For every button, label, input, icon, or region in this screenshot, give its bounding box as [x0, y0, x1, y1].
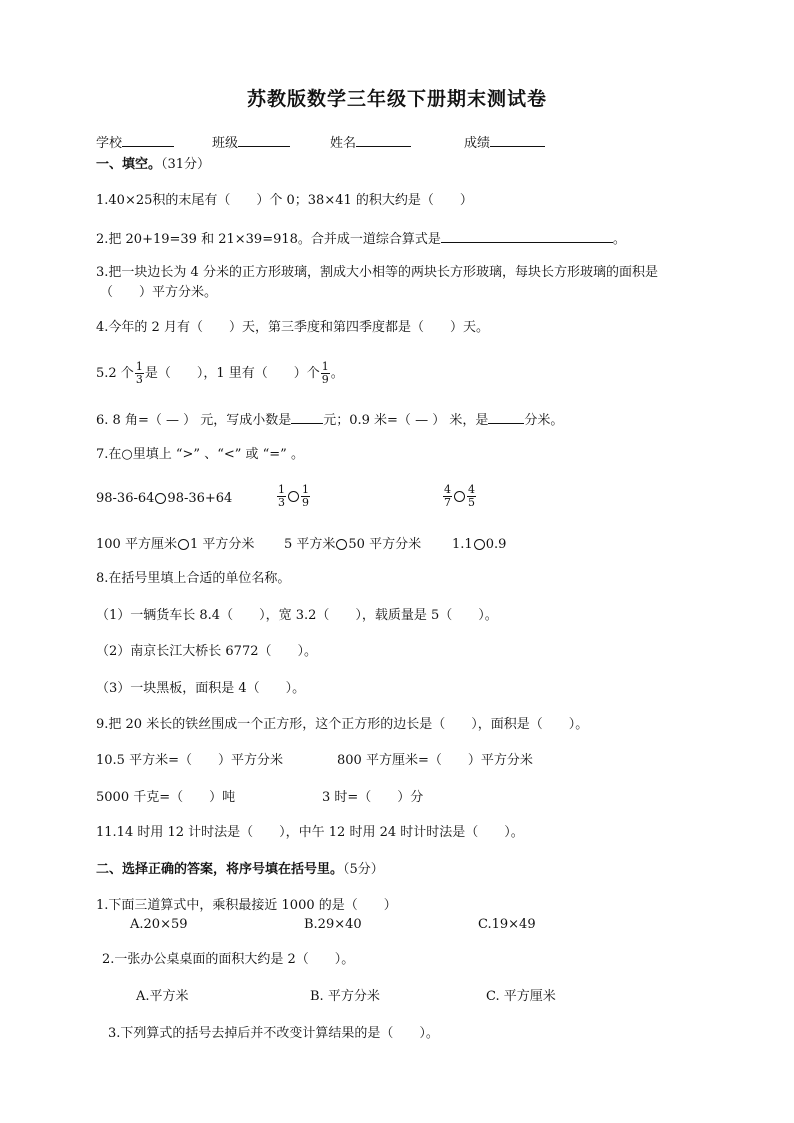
section-1-heading: [96, 157, 210, 173]
compare-circle[interactable]: [178, 539, 189, 550]
choice-option-c[interactable]: C. 平方厘米: [486, 989, 556, 1004]
fraction: [443, 484, 452, 509]
compare-left: 100 平方厘米: [96, 537, 177, 552]
question-2-end: 。: [612, 232, 626, 247]
fraction: [467, 484, 476, 509]
question-1: 1.40×25积的末尾有（ ）个 0；38×41 的积大约是（ ）: [96, 193, 473, 208]
compare-right: 0.9: [485, 537, 507, 552]
compare-circle[interactable]: [336, 539, 347, 550]
question-10-a: 10.5 平方米=（ ）平方分米: [96, 753, 283, 768]
question-8-3: （3）一块黑板，面积是 4（ ）。: [96, 681, 306, 696]
compare-left: 98-36-64: [96, 491, 155, 506]
question-6: [96, 410, 563, 429]
choice-question-2: 2.一张办公桌桌面的面积大约是 2（ ）。: [102, 952, 355, 967]
choice-option-c[interactable]: C.19×49: [478, 917, 536, 932]
choice-option-a[interactable]: A.20×59: [130, 917, 188, 932]
name-blank[interactable]: [356, 133, 411, 147]
fraction-numerator: 1: [278, 483, 285, 496]
choice-option-a[interactable]: A.平方米: [136, 989, 189, 1004]
question-3-line1: 3.把一块边长为 4 分米的正方形玻璃，割成大小相等的两块长方形玻璃，每块长方形玻璃的面积是: [96, 265, 658, 280]
compare-item-3: [442, 482, 477, 512]
section-2-score: （5分）: [343, 862, 384, 877]
compare-item-5: [284, 537, 421, 553]
choice-option-b[interactable]: B.29×40: [304, 917, 362, 932]
class-label: 班级: [212, 136, 239, 151]
score-blank[interactable]: [490, 133, 545, 147]
name-field: [330, 133, 411, 152]
compare-item-4: [96, 537, 254, 553]
question-6-text-a: 6. 8 角=（ — ） 元，写成小数是: [96, 413, 292, 428]
question-7: 7.在○里填上 “>” 、“<” 或 “=” 。: [96, 447, 304, 462]
question-8-2: （2）南京长江大桥长 6772（ ）。: [96, 644, 317, 659]
question-8: 8.在括号里填上合适的单位名称。: [96, 571, 291, 586]
section-1-label: 一、填空。: [96, 157, 162, 172]
compare-circle[interactable]: [288, 491, 299, 502]
compare-item-2: [276, 482, 311, 512]
compare-circle[interactable]: [474, 539, 485, 550]
fraction-denominator: 5: [468, 496, 475, 509]
question-2-text: 2.把 20+19=39 和 21×39=918。合并成一道综合算式是: [96, 232, 441, 247]
question-6-text-b: 元；0.9 米=（ — ） 米，是: [323, 413, 489, 428]
fraction-one-ninth: [321, 361, 330, 386]
fraction-denominator: 3: [278, 496, 285, 509]
class-blank[interactable]: [238, 133, 290, 147]
question-9: 9.把 20 米长的铁丝围成一个正方形，这个正方形的边长是（ ），面积是（ ）。: [96, 717, 589, 732]
compare-item-6: [452, 537, 506, 553]
section-2-heading: [96, 862, 384, 878]
name-label: 姓名: [330, 136, 357, 151]
fraction: [301, 484, 310, 509]
fraction-numerator: 4: [444, 483, 451, 496]
compare-right: 50 平方分米: [348, 537, 422, 552]
compare-left: 5 平方米: [284, 537, 336, 552]
question-2-blank[interactable]: [441, 229, 613, 243]
score-field: [464, 133, 545, 152]
question-5-text-c: 。: [330, 366, 344, 381]
section-2-label: 二、选择正确的答案，将序号填在括号里。: [96, 862, 344, 877]
question-5-text-b: 是（ ），1 里有（ ）个: [144, 366, 320, 381]
page-title: 苏教版数学三年级下册期末测试卷: [246, 88, 547, 110]
fraction-denominator: 9: [321, 373, 329, 386]
section-1-score: （31分）: [161, 157, 211, 172]
compare-item-1: [96, 491, 232, 507]
compare-right: 1 平方分米: [189, 537, 255, 552]
question-8-1: （1）一辆货车长 8.4（ ），宽 3.2（ ），载质量是 5（ ）。: [96, 608, 498, 623]
fraction-numerator: 1: [321, 360, 329, 373]
score-label: 成绩: [464, 136, 491, 151]
choice-question-1: 1.下面三道算式中，乘积最接近 1000 的是（ ）: [96, 898, 397, 913]
school-field: [96, 133, 174, 152]
compare-left: 1.1: [452, 537, 473, 552]
question-5-text-a: 5.2 个: [96, 366, 134, 381]
fraction-one-third: [135, 361, 144, 386]
fraction-numerator: 1: [135, 360, 143, 373]
choice-option-b[interactable]: B. 平方分米: [310, 989, 380, 1004]
compare-circle[interactable]: [155, 493, 166, 504]
fraction-numerator: 1: [302, 483, 309, 496]
question-10-c: 5000 千克=（ ）吨: [96, 790, 236, 805]
question-10-b: 800 平方厘米=（ ）平方分米: [337, 753, 533, 768]
compare-right: 98-36+64: [167, 491, 233, 506]
question-6-text-c: 分米。: [524, 413, 564, 428]
fraction-denominator: 9: [302, 496, 309, 509]
question-6-blank-2[interactable]: [488, 410, 524, 424]
choice-question-3: 3.下列算式的括号去掉后并不改变计算结果的是（ ）。: [108, 1026, 439, 1041]
question-11: 11.14 时用 12 计时法是（ ），中午 12 时用 24 时计时法是（ ）。: [96, 825, 524, 840]
question-2: [96, 229, 626, 248]
question-10-d: 3 时=（ ）分: [322, 790, 424, 805]
compare-circle[interactable]: [454, 491, 465, 502]
school-blank[interactable]: [122, 133, 174, 147]
fraction: [277, 484, 286, 509]
class-field: [212, 133, 290, 152]
fraction-numerator: 4: [468, 483, 475, 496]
school-label: 学校: [96, 136, 123, 151]
question-5: [96, 359, 344, 389]
question-6-blank-1[interactable]: [291, 410, 323, 424]
fraction-denominator: 3: [135, 373, 143, 386]
fraction-denominator: 7: [444, 496, 451, 509]
question-3-line2: （ ）平方分米。: [100, 285, 218, 300]
question-4: 4.今年的 2 月有（ ）天，第三季度和第四季度都是（ ）天。: [96, 320, 489, 335]
